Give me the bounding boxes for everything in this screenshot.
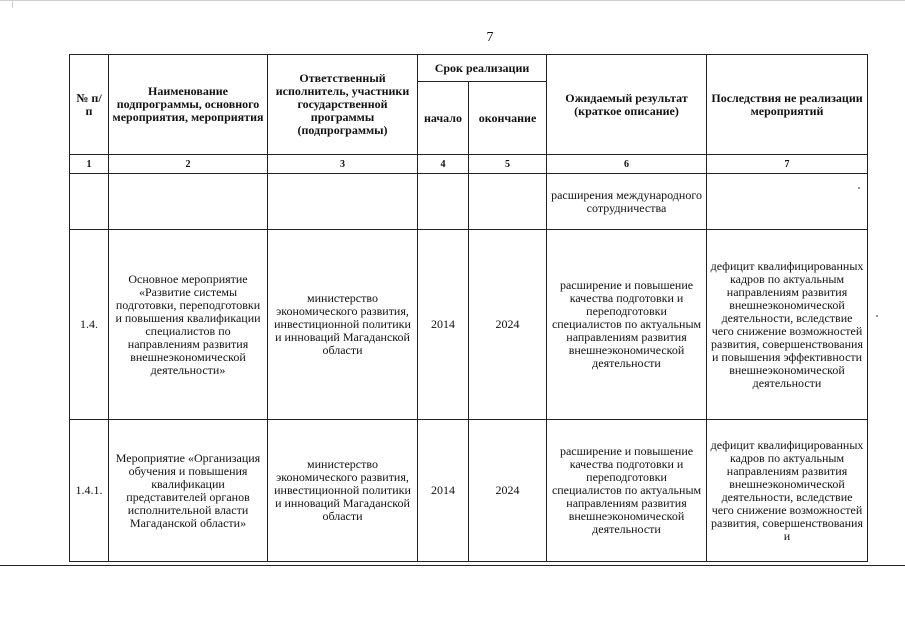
column-number: 3: [268, 155, 418, 174]
scan-speck: [876, 315, 878, 317]
row-responsible: министерство экономического развития, инвестиционной политики и инноваций Магаданской области: [268, 230, 418, 420]
row-num: 1.4.: [70, 230, 109, 420]
row-start: 2014: [418, 420, 469, 562]
row-result: расширение и повышение качества подготовки и переподготовки специалистов по актуальным направлениям развития внешнеэкономической деятельности: [547, 230, 707, 420]
row-consequences: [707, 174, 868, 230]
row-start: 2014: [418, 230, 469, 420]
header-consequences: Последствия не реализации мероприятий: [707, 55, 868, 155]
row-result: расширение и повышение качества подготовки и переподготовки специалистов по актуальным направлениям развития внешнеэкономической деятельности: [547, 420, 707, 562]
row-end: [469, 174, 547, 230]
column-number: 1: [70, 155, 109, 174]
header-responsible: Ответственный исполнитель, участники государственной программы (подпрограммы): [268, 55, 418, 155]
column-number-row: [70, 155, 868, 174]
row-responsible: министерство экономического развития, инвестиционной политики и инноваций Магаданской области: [268, 420, 418, 562]
program-table: [69, 54, 868, 562]
column-number: 6: [547, 155, 707, 174]
column-number: 4: [418, 155, 469, 174]
row-num: 1.4.1.: [70, 420, 109, 562]
row-consequences: дефицит квалифицированных кадров по актуальным направлениям развития внешнеэкономической деятельности, вследствие чего снижение возможностей развития, совершенствования и повышения эффективности внешнеэкономической деятельности: [707, 230, 868, 420]
page-number: 7: [486, 30, 494, 45]
row-start: [418, 174, 469, 230]
row-name: Мероприятие «Организация обучения и повышения квалификации представителей органов исполнительной власти Магаданской области»: [109, 420, 268, 562]
header-period: Срок реализации: [418, 55, 547, 82]
row-end: 2024: [469, 230, 547, 420]
header-start: начало: [418, 82, 469, 155]
header-result: Ожидаемый результат (краткое описание): [547, 55, 707, 155]
page-bottom-line: [0, 565, 905, 566]
row-result: расширения международного сотрудничества: [547, 174, 707, 230]
column-number: 5: [469, 155, 547, 174]
header-name: Наименование подпрограммы, основного мероприятия, мероприятия: [109, 55, 268, 155]
header-num: № п/п: [70, 55, 109, 155]
scan-edge-line: [0, 0, 905, 1]
row-end: 2024: [469, 420, 547, 562]
row-name: [109, 174, 268, 230]
row-num: [70, 174, 109, 230]
header-end: окончание: [469, 82, 547, 155]
table-row: [70, 174, 868, 230]
scan-speck: [858, 187, 860, 189]
row-consequences: дефицит квалифицированных кадров по актуальным направлениям развития внешнеэкономической деятельности, вследствие чего снижение возможностей развития, совершенствования и: [707, 420, 868, 562]
table-row: [70, 420, 868, 562]
row-responsible: [268, 174, 418, 230]
column-number: 7: [707, 155, 868, 174]
scan-edge-mark: [12, 0, 13, 8]
column-number: 2: [109, 155, 268, 174]
table-row: [70, 230, 868, 420]
row-name: Основное мероприятие «Развитие системы подготовки, переподготовки и повышения квалификации специалистов по направлениям развития внешнеэкономической деятельности»: [109, 230, 268, 420]
